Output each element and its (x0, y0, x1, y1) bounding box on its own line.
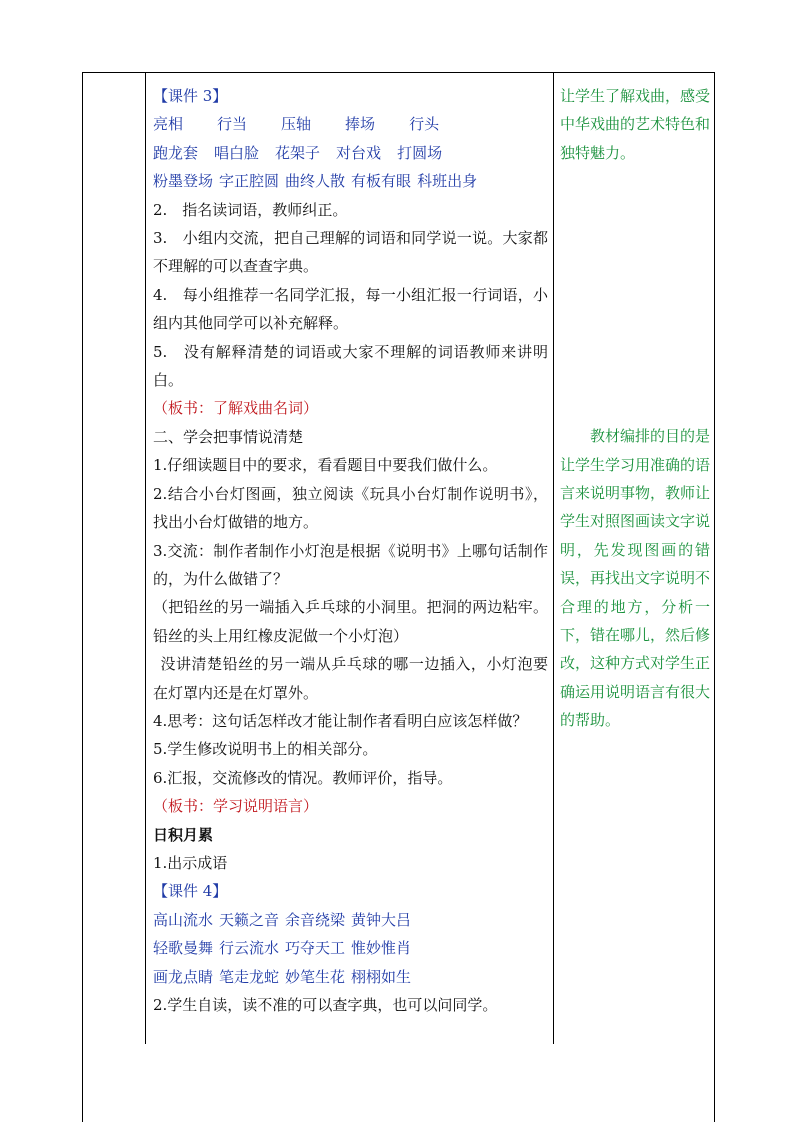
idiom: 栩栩如生 (351, 967, 412, 986)
sub-step-2: 2.结合小台灯图画，独立阅读《玩具小台灯制作说明书》，找出小台灯做错的地方。 (153, 484, 548, 532)
section-heading-2: 二、学会把事情说清楚 (153, 427, 304, 446)
section-heading-daily: 日积月累 (153, 825, 214, 844)
step-5: 5. 没有解释清楚的词语或大家不理解的词语教师来讲明白。 (153, 342, 548, 390)
step-4: 4. 每小组推荐一名同学汇报，每一小组汇报一行词语，小组内其他同学可以补充解释。 (153, 285, 548, 333)
table-right-border (714, 72, 715, 1122)
idiom-row-3 (153, 963, 548, 991)
design-note-2: 教材编排的目的是让学生学习用准确的语言来说明事物，教师让学生对照图画读文字说明，先发现图画的错误，再找出文字说明不合理的地方，分析一下，错在哪儿，然后修改，这种方式对学生正确运用说明语言有很大的帮助。 (560, 427, 711, 730)
courseware-4-label: 【课件 4】 (153, 882, 228, 901)
term: 压轴 (281, 115, 312, 134)
term: 唱白脸 (214, 143, 260, 162)
sub-step-5: 5.学生修改说明书上的相关部分。 (153, 740, 378, 759)
idiom-row-1 (153, 906, 548, 934)
design-intent-column (560, 82, 710, 735)
courseware-3-label: 【课件 3】 (153, 87, 228, 105)
step-3: 3. 小组内交流，把自己理解的词语和同学说一说。大家都不理解的可以查查字典。 (153, 229, 548, 276)
term: 有板有眼 (351, 172, 412, 191)
term: 捧场 (345, 115, 376, 134)
term: 行当 (217, 115, 248, 134)
idiom: 惟妙惟肖 (351, 939, 412, 958)
blackboard-note-1: （板书：了解戏曲名词） (153, 399, 319, 418)
term: 对台戏 (336, 143, 382, 162)
idiom: 高山流水 (153, 910, 214, 929)
table-column-divider-2 (553, 72, 554, 1044)
table-left-border (82, 72, 83, 1122)
idiom: 行云流水 (219, 939, 280, 958)
idiom: 妙笔生花 (285, 967, 346, 986)
lesson-procedure-column (153, 82, 548, 1019)
term: 跑龙套 (153, 143, 199, 162)
idiom: 天籁之音 (219, 910, 280, 929)
table-top-border (82, 72, 714, 73)
term: 打圆场 (397, 143, 443, 162)
term: 粉墨登场 (153, 172, 214, 191)
quoted-instruction: （把铅丝的另一端插入乒乓球的小洞里。把洞的两边粘牢。铅丝的头上用红橡皮泥做一个小灯泡） (153, 598, 548, 645)
term: 曲终人散 (285, 172, 346, 191)
explanation: 没讲清楚铅丝的另一端从乒乓球的哪一边插入，小灯泡要在灯罩内还是在灯罩外。 (153, 655, 548, 702)
idiom: 巧夺天工 (285, 939, 346, 958)
sub-step-4: 4.思考：这句话怎样改才能让制作者看明白应该怎样做？ (153, 711, 528, 730)
term: 花架子 (275, 143, 321, 162)
term: 字正腔圆 (219, 172, 280, 191)
term-row-2 (153, 139, 548, 167)
design-note-1: 让学生了解戏曲，感受中华戏曲的艺术特色和独特魅力。 (560, 87, 711, 162)
table-column-divider-1 (145, 72, 146, 1044)
idiom: 轻歌曼舞 (153, 939, 214, 958)
idiom-step-2: 2.学生自读，读不准的可以查字典，也可以问同学。 (153, 996, 498, 1014)
blackboard-note-2: （板书：学习说明语言） (153, 797, 319, 816)
idiom-row-2 (153, 934, 548, 962)
idiom-step-1: 1.出示成语 (153, 853, 228, 872)
step-2: 2. 指名读词语，教师纠正。 (153, 200, 348, 219)
idiom: 余音绕梁 (285, 910, 346, 929)
term: 亮相 (153, 115, 184, 134)
term: 行头 (409, 115, 440, 134)
idiom: 黄钟大吕 (351, 910, 412, 929)
term-row-3 (153, 167, 548, 195)
term: 科班出身 (417, 172, 478, 191)
idiom: 画龙点睛 (153, 967, 214, 986)
term-row-1 (153, 110, 548, 138)
sub-step-6: 6.汇报，交流修改的情况。教师评价，指导。 (153, 768, 453, 787)
sub-step-1: 1.仔细读题目中的要求，看看题目中要我们做什么。 (153, 456, 498, 475)
idiom: 笔走龙蛇 (219, 967, 280, 986)
sub-step-3: 3.交流：制作者制作小灯泡是根据《说明书》上哪句话制作的，为什么做错了？ (153, 541, 548, 588)
